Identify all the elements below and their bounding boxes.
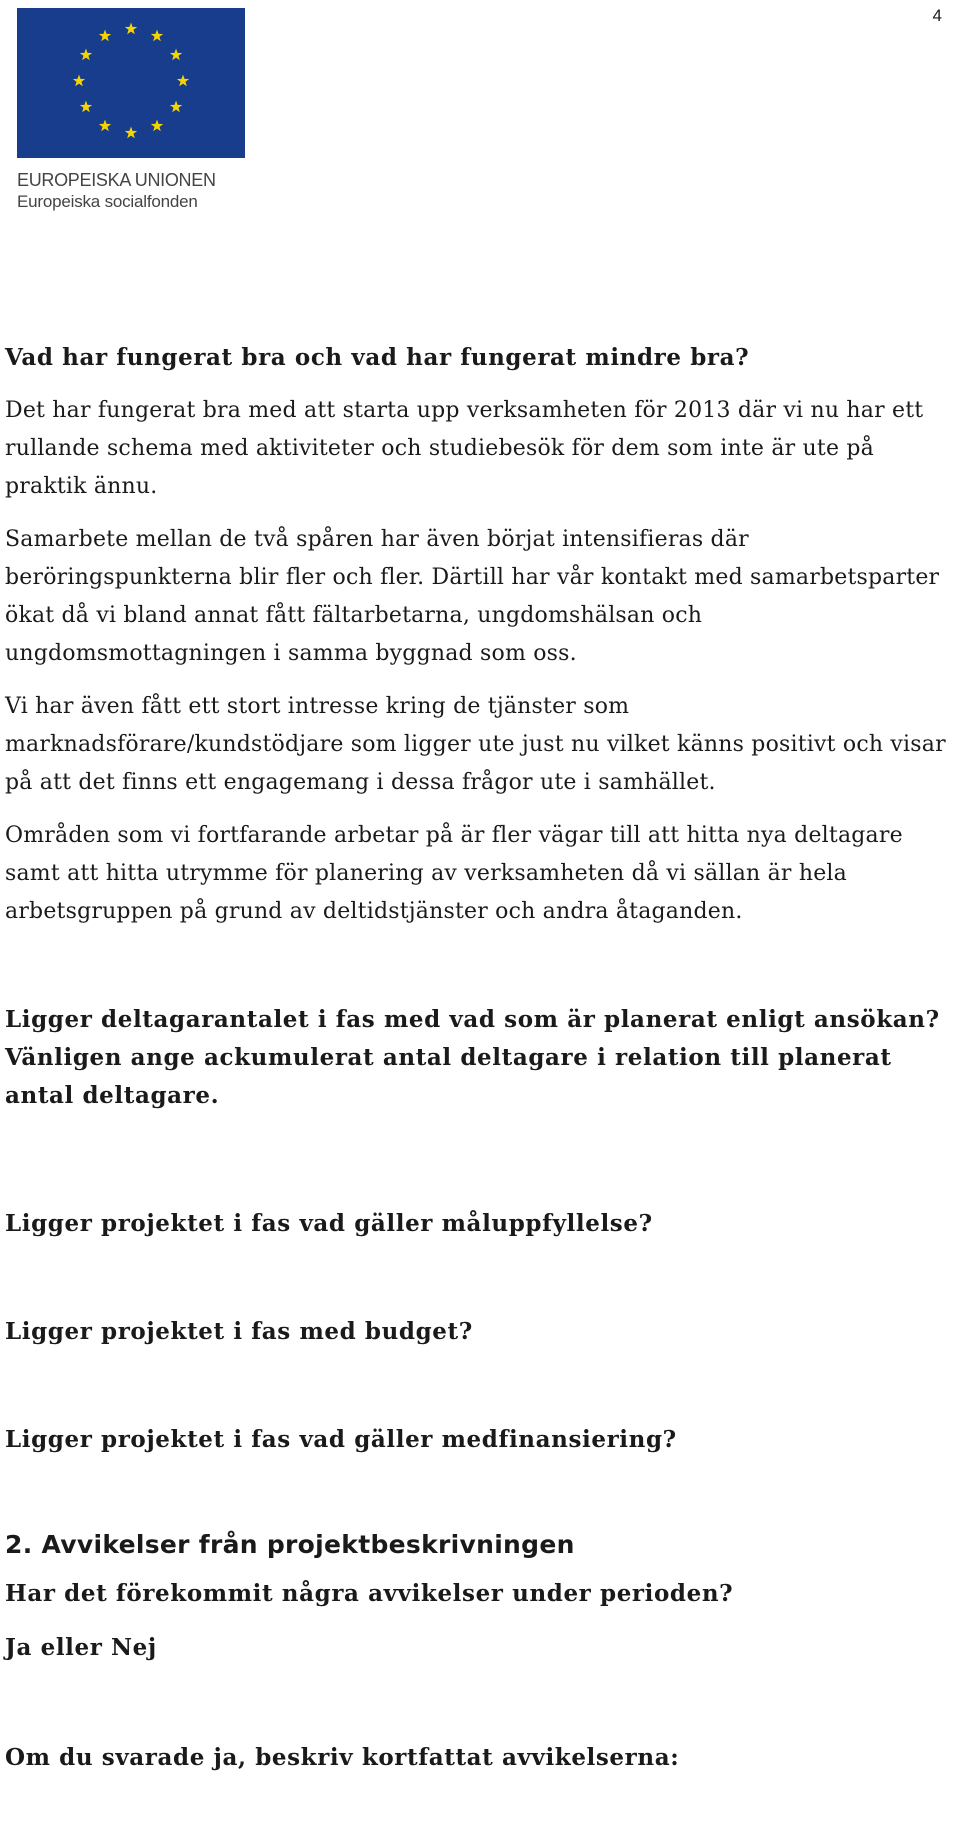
question-goal-fulfillment: Ligger projektet i fas vad gäller måluppfyllelse? — [5, 1210, 653, 1237]
paragraph-2: Samarbete mellan de två spåren har även börjat intensifieras där beröringspunkterna blir fler och fler. Därtill har vår kontakt med samarbetsparter ökat då vi bland annat fått fältarbetarna, ungdomshälsan och ungdomsmottagningen i samma byggnad som oss. — [5, 527, 940, 666]
eu-star-icon — [177, 75, 189, 87]
eu-star-icon — [99, 29, 111, 41]
page-number: 4 — [932, 6, 942, 25]
logo-line-1: EUROPEISKA UNIONEN — [17, 170, 216, 190]
question-yes-no: Ja eller Nej — [5, 1634, 157, 1661]
paragraph-1: Det har fungerat bra med att starta upp verksamheten för 2013 där vi nu har ett rullande schema med aktiviteter och studiebesök för dem som inte är ute på praktik ännu. — [5, 398, 924, 499]
question-participants: Ligger deltagarantalet i fas med vad som är planerat enligt ansökan? Vänligen ange ackumulerat antal deltagare i relation till planerat antal deltagare. — [5, 1006, 940, 1109]
question-cofinancing: Ligger projektet i fas vad gäller medfinansiering? — [5, 1426, 677, 1453]
eu-star-icon — [170, 49, 182, 61]
eu-flag-icon — [17, 8, 245, 158]
eu-star-icon — [151, 120, 163, 132]
section-heading-deviations: 2. Avvikelser från projektbeskrivningen — [5, 1530, 575, 1559]
paragraph-3: Vi har även fått ett stort intresse kring de tjänster som marknadsförare/kundstödjare som ligger ute just nu vilket känns positivt och visar på att det finns ett engagemang i dessa frågor ute i samhället. — [5, 694, 946, 795]
eu-star-icon — [151, 29, 163, 41]
document-body — [5, 339, 950, 1777]
question-deviations: Har det förekommit några avvikelser under perioden? — [5, 1580, 734, 1607]
eu-star-icon — [73, 75, 85, 87]
eu-star-icon — [125, 127, 137, 139]
eu-star-icon — [125, 23, 137, 35]
logo-line-2: Europeiska socialfonden — [17, 192, 198, 211]
question-describe-deviations: Om du svarade ja, beskriv kortfattat avvikelserna: — [5, 1744, 680, 1771]
question-what-worked: Vad har fungerat bra och vad har fungerat mindre bra? — [5, 344, 750, 371]
eu-star-icon — [170, 101, 182, 113]
logo-text — [17, 170, 245, 212]
eu-star-icon — [99, 120, 111, 132]
question-budget: Ligger projektet i fas med budget? — [5, 1318, 473, 1345]
eu-stars-icon — [17, 8, 245, 158]
eu-logo — [17, 8, 245, 212]
paragraph-4: Områden som vi fortfarande arbetar på är fler vägar till att hitta nya deltagare samt att hitta utrymme för planering av verksamheten då vi sällan är hela arbetsgruppen på grund av deltidstjänster och andra åtaganden. — [5, 823, 903, 924]
eu-star-icon — [80, 101, 92, 113]
eu-star-icon — [80, 49, 92, 61]
